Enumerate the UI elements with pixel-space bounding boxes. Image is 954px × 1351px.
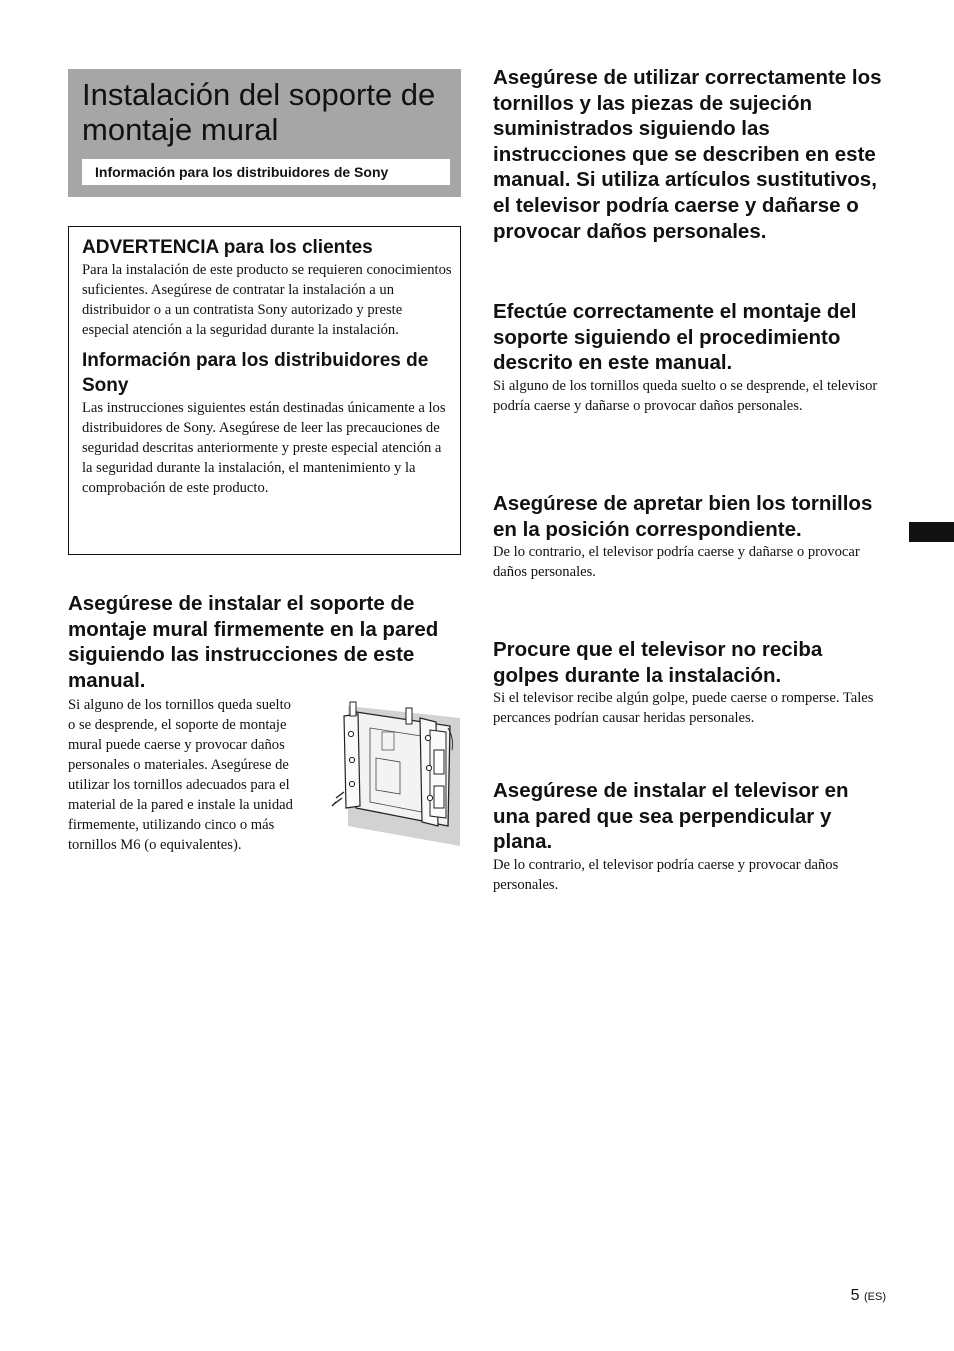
right-section-2 (493, 299, 885, 416)
right-section-3 (493, 491, 885, 582)
page-subtitle: Información para los distribuidores de Sony (82, 159, 450, 185)
left-section-text: Si alguno de los tornillos queda suelto o se desprende, el soporte de montaje mural puede caerse y provocar daños personales o materiales. Asegúrese de utilizar los tornillos adecuados para el material de la pared e instale la unidad firmemente, utilizando cinco o más tornillos M6 (o equivalentes). (68, 697, 293, 854)
page-number (800, 1287, 886, 1305)
page-number-value: 5 (850, 1287, 860, 1304)
warning-text: Para la instalación de este producto se requieren conocimientos suficientes. Asegúrese de contratar la instalación a un distribuidor o a un contratista Sony autorizado y preste especial atención a la seguridad durante la instalación. (82, 262, 452, 338)
right-section-4-text: Si el televisor recibe algún golpe, puede caerse o romperse. Tales percances podrían causar heridas personales. (493, 690, 874, 727)
right-section-3-heading: Asegúrese de apretar bien los tornillos en la posición correspondiente. (493, 492, 873, 541)
right-section-5-text: De lo contrario, el televisor podría caerse y provocar daños personales. (493, 856, 839, 893)
right-section-1-heading: Asegúrese de utilizar correctamente los tornillos y las piezas de sujeción suministrados siguiendo las instrucciones que se describen en este manual. Si utiliza artículos sustitutivos, el televisor podría caerse y dañarse o provocar daños personales. (493, 66, 882, 243)
right-section-2-text: Si alguno de los tornillos queda suelto o se desprende, el televisor podría caerse y dañarse o provocar daños personales. (493, 377, 878, 414)
right-section-4-heading: Procure que el televisor no reciba golpes durante la instalación. (493, 638, 823, 687)
wall-mount-bracket-illustration (330, 698, 462, 846)
dealer-info-text: Las instrucciones siguientes están destinadas únicamente a los distribuidores de Sony. Asegúrese de leer las precauciones de seguridad descritas anteriormente y preste especial atención a la seguridad durante la instalación, el mantenimiento y la comprobación de este producto. (82, 400, 446, 496)
right-section-4 (493, 637, 885, 728)
right-section-5 (493, 778, 885, 895)
right-section-1 (493, 65, 885, 244)
page-title: Instalación del soporte de montaje mural (82, 77, 436, 147)
left-section-heading: Asegúrese de instalar el soporte de montaje mural firmemente en la pared siguiendo las instrucciones de este manual. (68, 592, 439, 692)
warning-box (68, 226, 461, 555)
page-language-suffix: (ES) (864, 1291, 886, 1303)
side-index-tab (909, 522, 954, 542)
right-section-5-heading: Asegúrese de instalar el televisor en una pared que sea perpendicular y plana. (493, 779, 849, 854)
right-section-2-heading: Efectúe correctamente el montaje del soporte siguiendo el procedimiento descrito en este manual. (493, 300, 857, 375)
dealer-info-heading: Información para los distribuidores de Sony (82, 350, 429, 396)
warning-heading: ADVERTENCIA para los clientes (82, 237, 373, 258)
right-section-3-text: De lo contrario, el televisor podría caerse y dañarse o provocar daños personales. (493, 544, 860, 581)
